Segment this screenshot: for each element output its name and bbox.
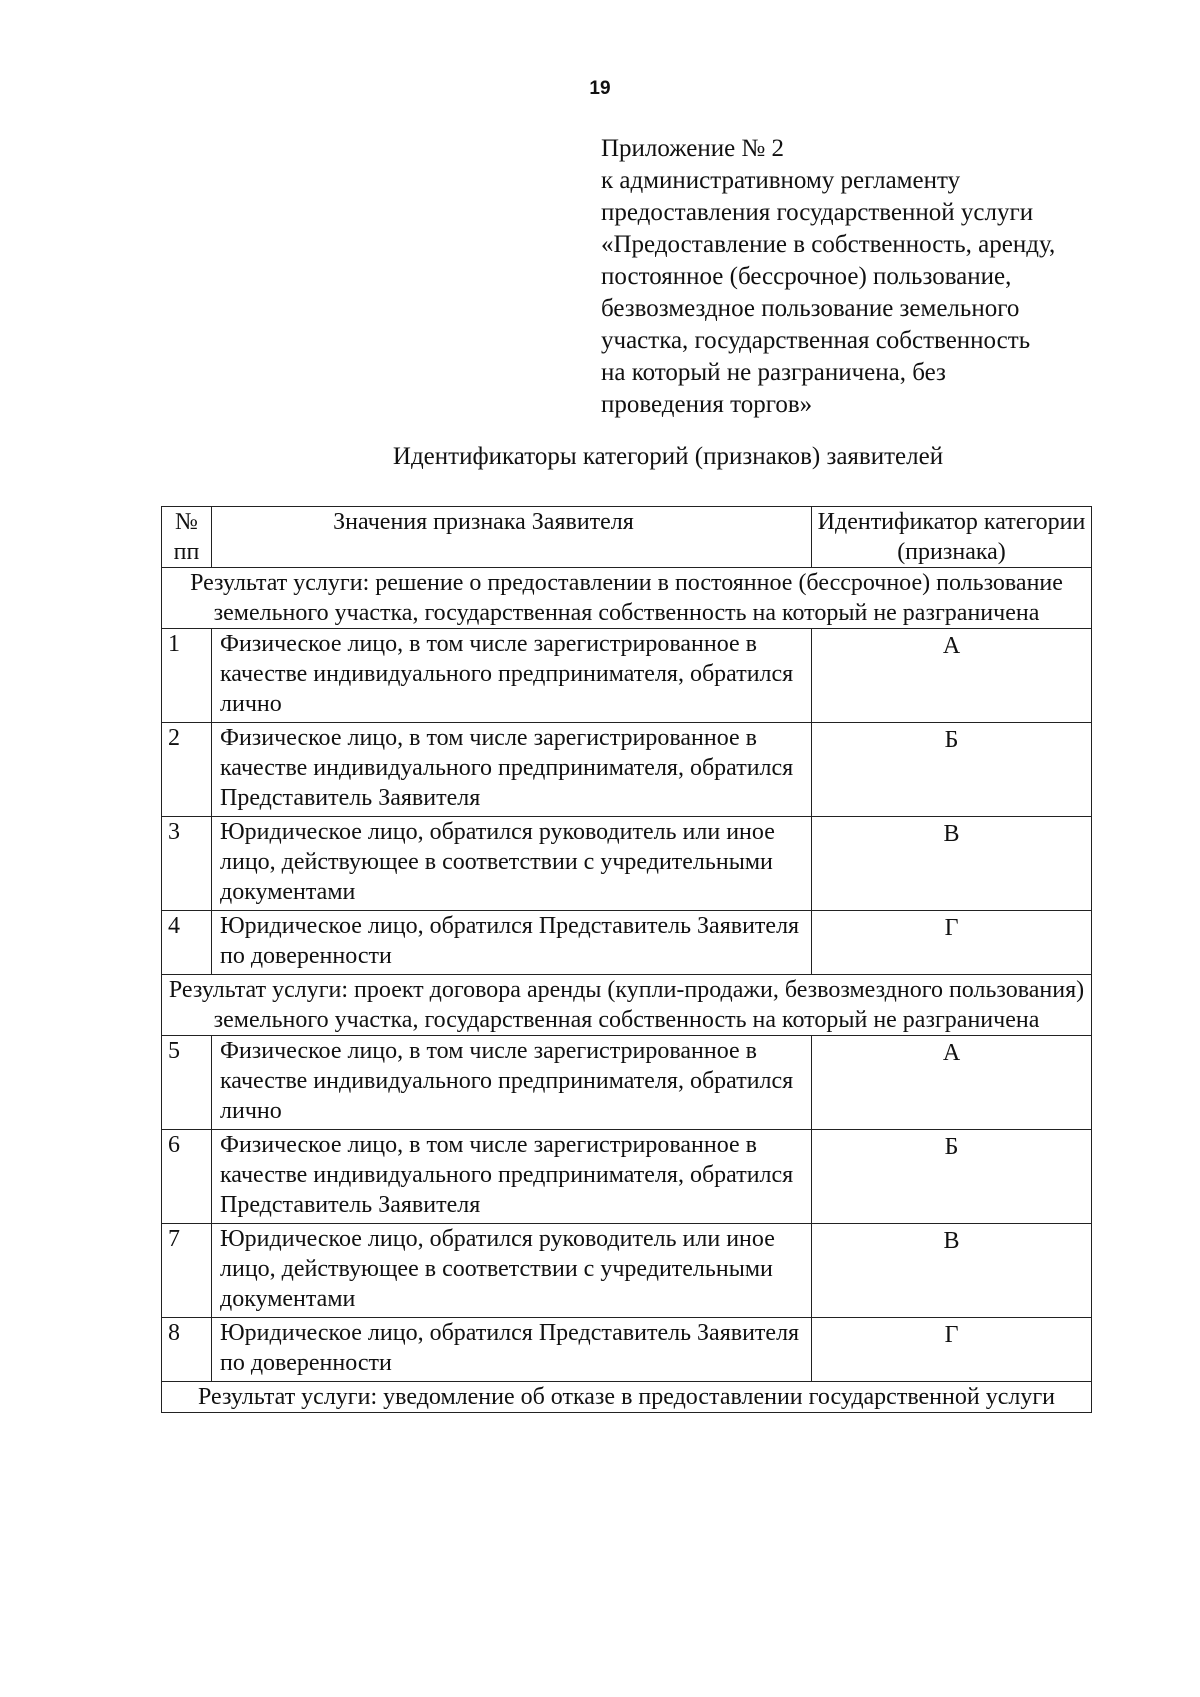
- row-number: 5: [162, 1036, 212, 1130]
- row-identifier: В: [812, 817, 1092, 911]
- row-identifier: Б: [812, 723, 1092, 817]
- appendix-line: участка, государственная собственность: [601, 327, 1031, 354]
- header-description: Значения признака Заявителя: [212, 507, 812, 568]
- table-row: [162, 629, 1092, 723]
- categories-table: [161, 506, 1092, 1413]
- appendix-line: постоянное (бессрочное) пользование,: [601, 263, 1012, 290]
- appendix-line: к административному регламенту: [601, 167, 961, 194]
- row-number: 4: [162, 911, 212, 975]
- appendix-line: предоставления государственной услуги: [601, 199, 1034, 226]
- section-row: [162, 1382, 1092, 1413]
- table-header-row: [162, 507, 1092, 568]
- row-identifier: Г: [812, 911, 1092, 975]
- row-description: Юридическое лицо, обратился Представитель Заявителя по доверенности: [212, 1318, 812, 1382]
- appendix-line: Приложение № 2: [601, 135, 785, 162]
- row-identifier: Г: [812, 1318, 1092, 1382]
- row-description: Физическое лицо, в том числе зарегистрированное в качестве индивидуального предпринимателя, обратился лично: [212, 629, 812, 723]
- row-description: Физическое лицо, в том числе зарегистрированное в качестве индивидуального предпринимателя, обратился лично: [212, 1036, 812, 1130]
- row-number: 1: [162, 629, 212, 723]
- page-number: 19: [589, 78, 611, 99]
- row-description: Юридическое лицо, обратился руководитель или иное лицо, действующее в соответствии с учредительными документами: [212, 1224, 812, 1318]
- appendix-line: «Предоставление в собственность, аренду,: [601, 231, 1056, 258]
- appendix-line: безвозмездное пользование земельного: [601, 295, 1020, 322]
- table-row: [162, 817, 1092, 911]
- section-heading: Результат услуги: решение о предоставлении в постоянное (бессрочное) пользование земельного участка, государственная собственность на который не разграничена: [162, 568, 1092, 629]
- row-number: 6: [162, 1130, 212, 1224]
- row-number: 2: [162, 723, 212, 817]
- section-row: [162, 568, 1092, 629]
- appendix-line: проведения торгов»: [601, 391, 813, 418]
- row-number: 7: [162, 1224, 212, 1318]
- row-identifier: А: [812, 629, 1092, 723]
- table-row: [162, 1318, 1092, 1382]
- header-identifier: Идентификатор категории (признака): [812, 507, 1092, 568]
- table-row: [162, 1224, 1092, 1318]
- table-row: [162, 1036, 1092, 1130]
- header-num: № пп: [162, 507, 212, 568]
- document-title: Идентификаторы категорий (признаков) заявителей: [392, 443, 944, 470]
- row-number: 8: [162, 1318, 212, 1382]
- section-row: [162, 975, 1092, 1036]
- row-description: Юридическое лицо, обратился руководитель или иное лицо, действующее в соответствии с учредительными документами: [212, 817, 812, 911]
- section-heading: Результат услуги: уведомление об отказе в предоставлении государственной услуги: [162, 1382, 1092, 1413]
- table-row: [162, 723, 1092, 817]
- row-description: Физическое лицо, в том числе зарегистрированное в качестве индивидуального предпринимателя, обратился Представитель Заявителя: [212, 1130, 812, 1224]
- appendix-note: [601, 133, 1101, 421]
- row-identifier: Б: [812, 1130, 1092, 1224]
- row-number: 3: [162, 817, 212, 911]
- row-description: Юридическое лицо, обратился Представитель Заявителя по доверенности: [212, 911, 812, 975]
- table-row: [162, 1130, 1092, 1224]
- row-identifier: А: [812, 1036, 1092, 1130]
- section-heading: Результат услуги: проект договора аренды (купли-продажи, безвозмездного пользования) земельного участка, государственная собственность на который не разграничена: [162, 975, 1092, 1036]
- row-identifier: В: [812, 1224, 1092, 1318]
- row-description: Физическое лицо, в том числе зарегистрированное в качестве индивидуального предпринимателя, обратился Представитель Заявителя: [212, 723, 812, 817]
- appendix-line: на который не разграничена, без: [601, 359, 946, 386]
- table-row: [162, 911, 1092, 975]
